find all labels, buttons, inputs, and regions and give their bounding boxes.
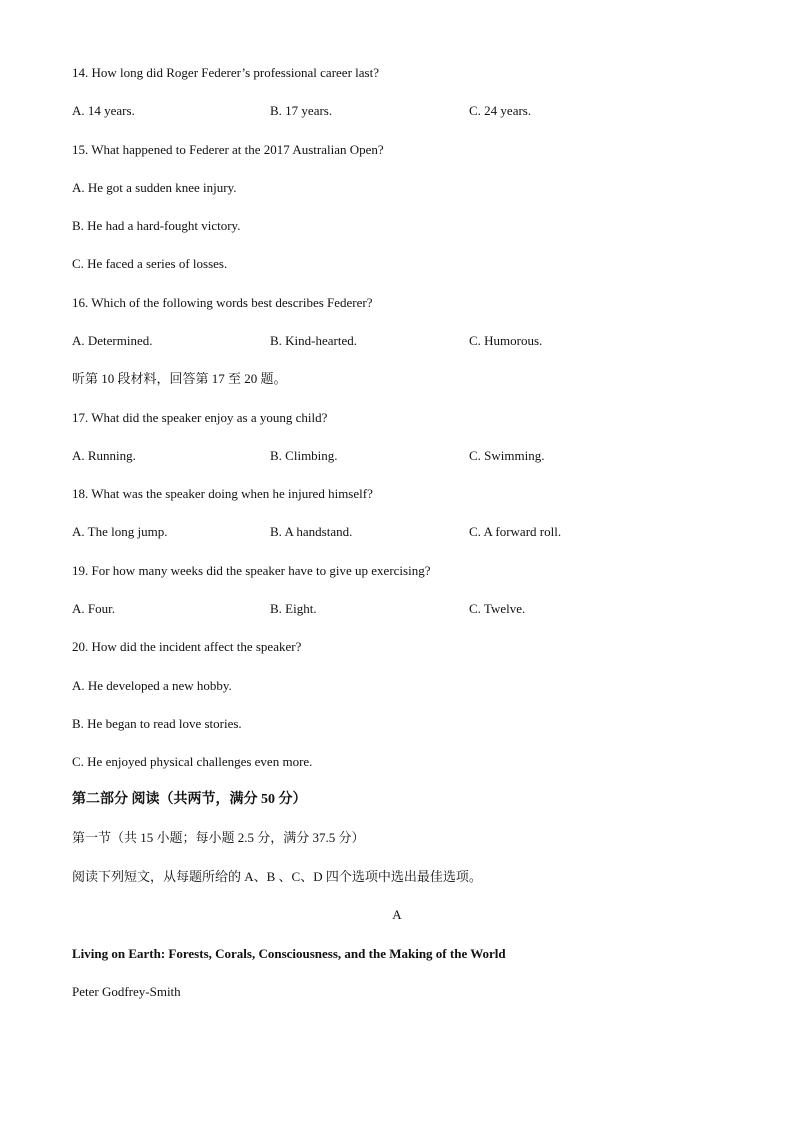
option-c: C. He faced a series of losses. (72, 256, 228, 271)
option-b: B. Eight. (270, 601, 317, 616)
question-stem: 16. Which of the following words best describes Federer? (72, 295, 373, 310)
question-stem: 14. How long did Roger Federer’s professional career last? (72, 65, 379, 80)
passage-title: Living on Earth: Forests, Corals, Consciousness, and the Making of the World (72, 946, 506, 961)
question-stem: 15. What happened to Federer at the 2017 Australian Open? (72, 142, 384, 157)
option-b: B. A handstand. (270, 524, 353, 539)
option-a: A. Four. (72, 601, 115, 616)
option-b: B. 17 years. (270, 103, 333, 118)
section-heading: 第一节（共 15 小题；每小题 2.5 分，满分 37.5 分） (72, 830, 365, 845)
question-stem: 18. What was the speaker doing when he injured himself? (72, 486, 373, 501)
question-stem: 19. For how many weeks did the speaker have to give up exercising? (72, 563, 431, 578)
passage-author: Peter Godfrey-Smith (72, 984, 181, 999)
option-a: A. Running. (72, 448, 136, 463)
option-a: A. The long jump. (72, 524, 168, 539)
option-a: A. Determined. (72, 333, 153, 348)
part-heading: 第二部分 阅读（共两节，满分 50 分） (72, 792, 307, 807)
option-c: C. 24 years. (469, 103, 532, 118)
option-c: C. Twelve. (469, 601, 526, 616)
listening-instruction: 听第 10 段材料，回答第 17 至 20 题。 (72, 371, 287, 386)
option-c: C. He enjoyed physical challenges even more. (72, 754, 313, 769)
reading-instruction: 阅读下列短文，从每题所给的 A、B 、C、D 四个选项中选出最佳选项。 (72, 869, 482, 884)
option-b: B. He began to read love stories. (72, 716, 242, 731)
question-stem: 17. What did the speaker enjoy as a young child? (72, 410, 328, 425)
option-b: B. Climbing. (270, 448, 338, 463)
option-c: C. A forward roll. (469, 524, 562, 539)
option-a: A. He developed a new hobby. (72, 678, 232, 693)
option-c: C. Humorous. (469, 333, 543, 348)
question-stem: 20. How did the incident affect the speaker? (72, 639, 302, 654)
option-b: B. Kind-hearted. (270, 333, 358, 348)
passage-letter: A (392, 907, 402, 922)
option-b: B. He had a hard-fought victory. (72, 218, 241, 233)
option-a: A. He got a sudden knee injury. (72, 180, 237, 195)
option-c: C. Swimming. (469, 448, 545, 463)
option-a: A. 14 years. (72, 103, 135, 118)
